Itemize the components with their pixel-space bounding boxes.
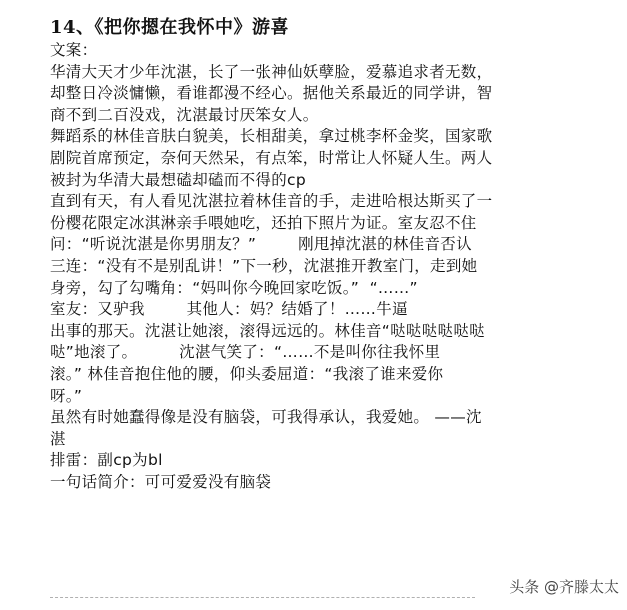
- text-line: 室友：又驴我 其他人：妈？结婚了！……牛逼: [50, 300, 408, 319]
- text-line: 呀。”: [50, 386, 83, 405]
- dashed-divider: [50, 597, 475, 598]
- text-line: 三连：“没有不是别乱讲！”下一秒，沈湛推开教室门，走到她: [50, 256, 478, 275]
- text-line: 份樱花限定冰淇淋亲手喂她吃，还拍下照片为证。室友忍不住: [50, 213, 477, 232]
- synopsis-text: [50, 40, 493, 493]
- text-line: 滚。” 林佳音抱住他的腰，仰头委屈道：“我滚了谁来爱你: [50, 364, 444, 383]
- text-line: 身旁，勾了勾嘴角：“妈叫你今晚回家吃饭。” “……”: [50, 278, 418, 297]
- text-line: 直到有天，有人看见沈湛拉着林佳音的手，走进哈根达斯买了一: [50, 192, 493, 211]
- document-body: [50, 16, 493, 493]
- text-line: 文案：: [50, 41, 98, 59]
- text-line: 舞蹈系的林佳音肤白貌美，长相甜美，拿过桃李杯金奖，国家歌: [50, 127, 493, 146]
- text-line: 问：“听说沈湛是你男朋友？” 刚甩掉沈湛的林佳音否认: [50, 235, 472, 254]
- watermark: 头条 @齐滕太太: [509, 578, 619, 596]
- text-line: 被封为华清大最想磕却磕而不得的cp: [50, 170, 306, 189]
- one-line-summary: 一句话简介：可可爱爱没有脑袋: [50, 472, 272, 491]
- text-line: 哒”地滚了。 沈湛气笑了：“……不是叫你往我怀里: [50, 343, 441, 362]
- text-line: 华清大天才少年沈湛，长了一张神仙妖孽脸，爱慕追求者无数，: [50, 62, 493, 81]
- text-line: 却整日冷淡慵懒，看谁都漫不经心。据他关系最近的同学讲，智: [50, 84, 493, 103]
- text-line: 湛: [50, 429, 66, 448]
- text-line: 虽然有时她蠢得像是没有脑袋，可我得承认，我爱她。 ——沈: [50, 408, 482, 427]
- text-line: 剧院首席预定，奈何天然呆，有点笨，时常让人怀疑人生。两人: [50, 148, 493, 167]
- text-line: 商不到二百没戏，沈湛最讨厌笨女人。: [50, 105, 319, 124]
- book-title: 14、《把你摁在我怀中》游喜: [50, 17, 290, 38]
- text-line: 出事的那天。沈湛让她滚，滚得远远的。林佳音“哒哒哒哒哒哒: [50, 321, 485, 340]
- warning-line: 排雷：副cp为bl: [50, 451, 163, 470]
